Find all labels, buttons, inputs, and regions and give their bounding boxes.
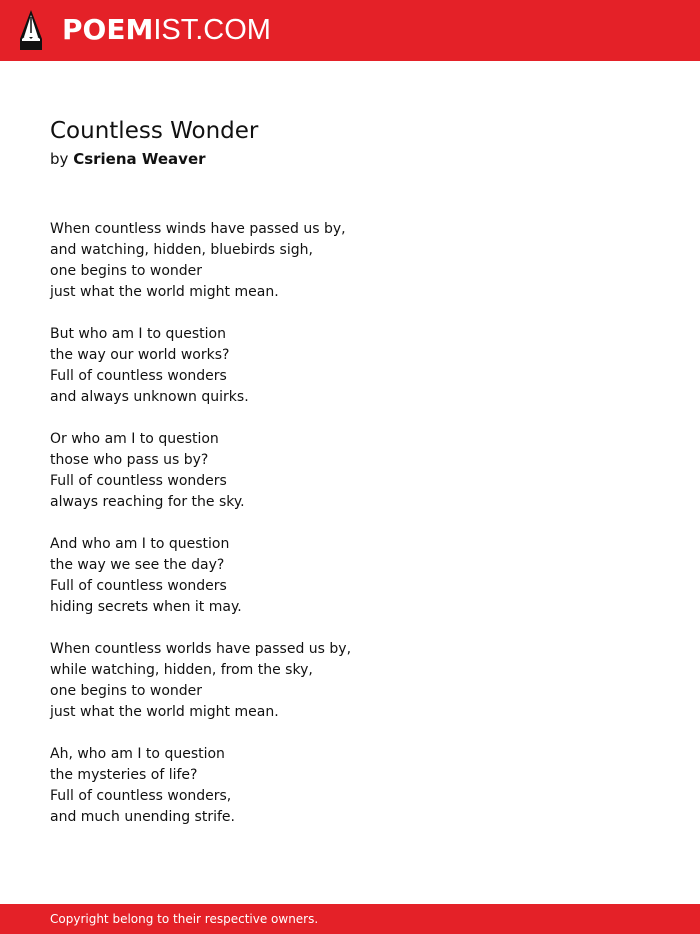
- poem-line: When countless winds have passed us by,: [50, 221, 346, 237]
- stanza: [50, 324, 650, 408]
- poem-line: Full of countless wonders,: [50, 788, 232, 804]
- site-logo-text[interactable]: [62, 12, 271, 48]
- poem-line: and watching, hidden, bluebirds sigh,: [50, 242, 313, 258]
- pen-nib-icon[interactable]: [18, 9, 44, 51]
- brand-bold: POEM: [62, 13, 154, 46]
- poem-title: Countless Wonder: [50, 118, 259, 144]
- stanza: [50, 219, 650, 303]
- poem-body: [50, 219, 650, 849]
- site-footer: [0, 904, 700, 934]
- stanza: [50, 639, 650, 723]
- poem-line: one begins to wonder: [50, 263, 203, 279]
- poem-line: But who am I to question: [50, 326, 226, 342]
- brand-light: IST.COM: [153, 14, 271, 46]
- stanza: [50, 534, 650, 618]
- poem-line: When countless worlds have passed us by,: [50, 641, 352, 657]
- stanza: [50, 744, 650, 828]
- poem-line: the mysteries of life?: [50, 767, 198, 783]
- poem-line: Ah, who am I to question: [50, 746, 225, 762]
- poem-line: just what the world might mean.: [50, 284, 279, 300]
- poem-line: Full of countless wonders: [50, 578, 227, 594]
- poem-line: the way we see the day?: [50, 557, 225, 573]
- poem-line: while watching, hidden, from the sky,: [50, 662, 313, 678]
- poem-line: one begins to wonder: [50, 683, 203, 699]
- author-name: Csriena Weaver: [73, 150, 206, 168]
- poem-line: and much unending strife.: [50, 809, 235, 825]
- stanza: [50, 429, 650, 513]
- poem-line: just what the world might mean.: [50, 704, 279, 720]
- poem-line: and always unknown quirks.: [50, 389, 249, 405]
- byline: [50, 149, 206, 169]
- poem-line: Full of countless wonders: [50, 473, 227, 489]
- copyright-text: Copyright belong to their respective owners.: [50, 912, 319, 926]
- poem-line: those who pass us by?: [50, 452, 209, 468]
- poem-line: always reaching for the sky.: [50, 494, 245, 510]
- poem-line: hiding secrets when it may.: [50, 599, 242, 615]
- poem-line: Full of countless wonders: [50, 368, 227, 384]
- poem-line: Or who am I to question: [50, 431, 219, 447]
- poem-line: And who am I to question: [50, 536, 230, 552]
- site-header: [0, 0, 700, 61]
- poem-line: the way our world works?: [50, 347, 230, 363]
- by-label: by: [50, 150, 69, 168]
